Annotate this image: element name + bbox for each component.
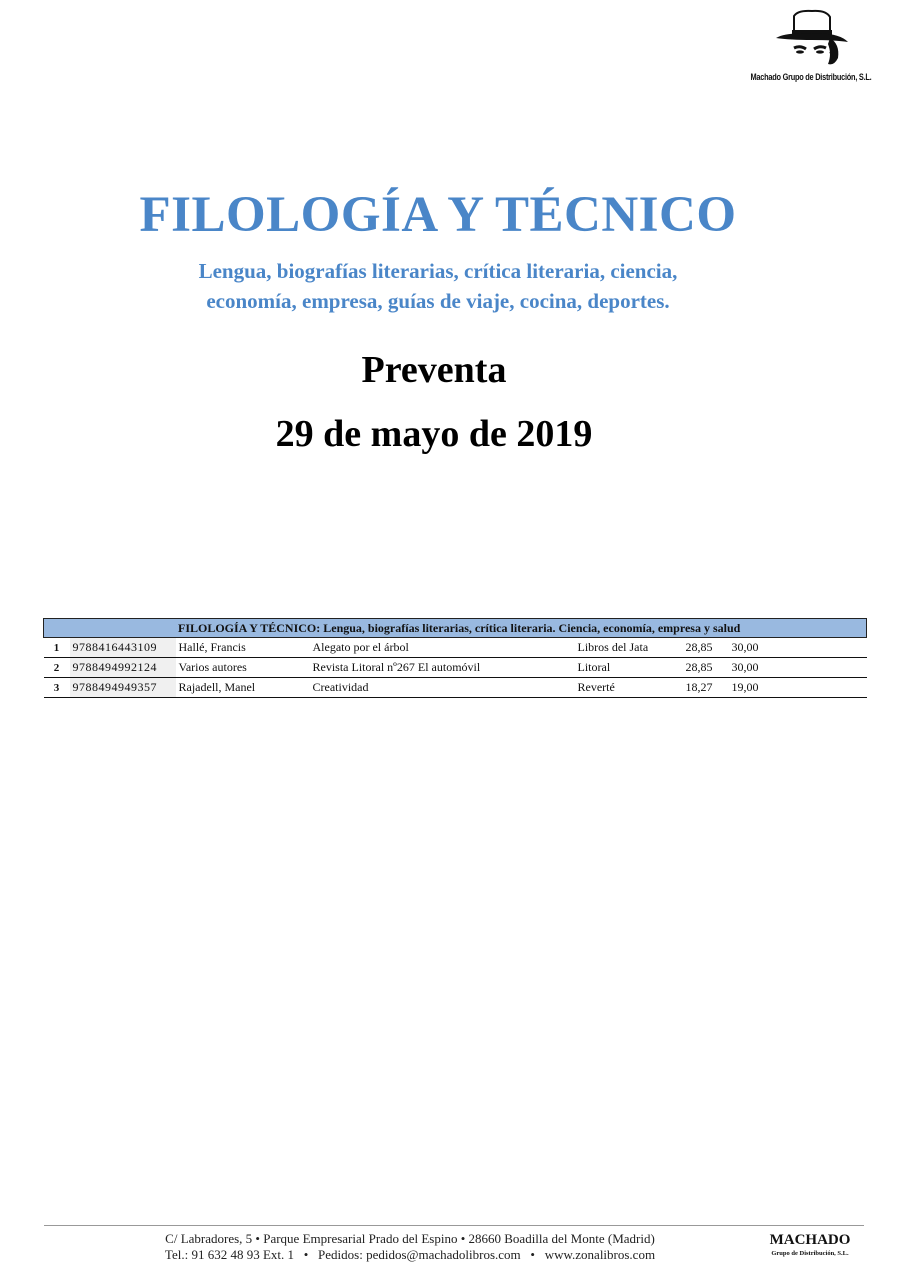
table-header-cell [44, 619, 867, 638]
publisher-cell: Litoral [575, 658, 683, 678]
price-pvp-cell: 30,00 [729, 638, 867, 658]
price-net-cell: 18,27 [683, 678, 729, 698]
publisher-cell: Libros del Jata [575, 638, 683, 658]
footer-divider [44, 1225, 864, 1226]
table-header-text: FILOLOGÍA Y TÉCNICO: Lengua, biografías literarias, crítica literaria. Ciencia, economía, empresa y salud [178, 620, 741, 635]
price-net-cell: 28,85 [683, 658, 729, 678]
row-number: 2 [44, 658, 70, 678]
company-logo [736, 8, 886, 94]
isbn-cell: 9788494949357 [70, 678, 176, 698]
table-header-row [44, 619, 867, 638]
table-row [44, 638, 867, 658]
subtitle-line-1: Lengua, biografías literarias, crítica literaria, ciencia, [198, 259, 678, 283]
book-table-container [43, 618, 867, 698]
author-cell: Hallé, Francis [176, 638, 310, 658]
footer-brand-subtitle: Grupo de Distribución, S.L. [771, 1250, 849, 1257]
price-net-cell: 28,85 [683, 638, 729, 658]
author-cell: Rajadell, Manel [176, 678, 310, 698]
release-date: 29 de mayo de 2019 [275, 413, 593, 455]
footer-brand [748, 1232, 872, 1258]
preventa-heading: Preventa [361, 349, 507, 391]
footer-address-line: C/ Labradores, 5 • Parque Empresarial Prado del Espino • 28660 Boadilla del Monte (Madrid) [165, 1231, 655, 1246]
row-number: 1 [44, 638, 70, 658]
book-table [43, 618, 867, 698]
page-title: FILOLOGÍA Y TÉCNICO [139, 187, 737, 243]
footer-phone-line: Tel.: 91 632 48 93 Ext. 1 • Pedidos: pedidos@machadolibros.com • www.zonalibros.com [164, 1247, 656, 1262]
isbn-cell: 9788494992124 [70, 658, 176, 678]
footer-contact [60, 1231, 760, 1263]
isbn-cell: 9788416443109 [70, 638, 176, 658]
logo-caption: Machado Grupo de Distribución, S.L. [750, 72, 872, 82]
price-pvp-cell: 19,00 [729, 678, 867, 698]
title-cell: Alegato por el árbol [310, 638, 575, 658]
title-cell: Revista Litoral nº267 El automóvil [310, 658, 575, 678]
man-with-hat-icon [772, 8, 850, 70]
table-row [44, 678, 867, 698]
subtitle-line-2: economía, empresa, guías de viaje, cocina, deportes. [206, 289, 670, 313]
row-number: 3 [44, 678, 70, 698]
footer-brand-name: MACHADO [769, 1232, 851, 1248]
price-pvp-cell: 30,00 [729, 658, 867, 678]
table-row [44, 658, 867, 678]
author-cell: Varios autores [176, 658, 310, 678]
title-cell: Creatividad [310, 678, 575, 698]
publisher-cell: Reverté [575, 678, 683, 698]
page-subtitle [0, 256, 876, 316]
